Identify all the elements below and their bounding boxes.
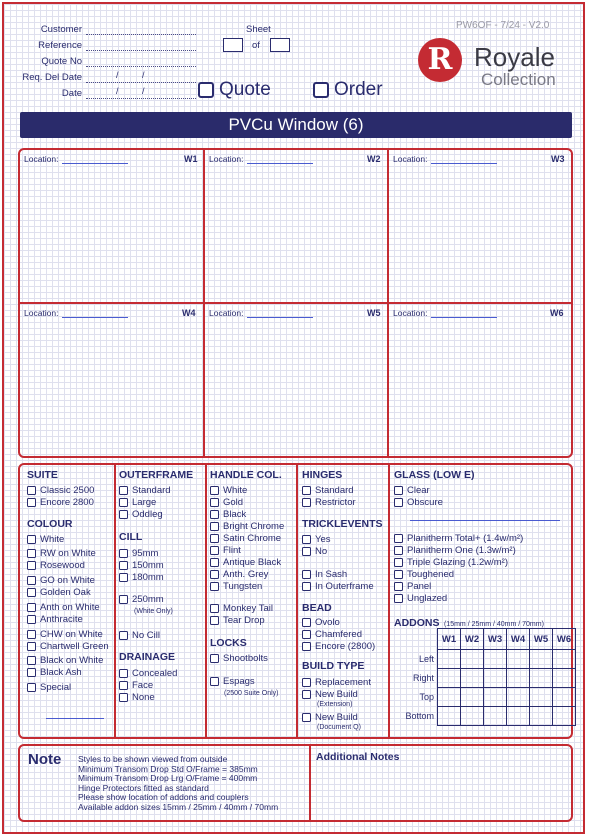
option-label: In Outerframe <box>315 581 374 592</box>
glass-other-field[interactable] <box>410 520 560 521</box>
option-label: Monkey Tail <box>223 603 273 614</box>
build-type-option[interactable] <box>302 677 371 688</box>
checkbox[interactable] <box>119 549 128 558</box>
window-tag-w2: W2 <box>367 154 381 164</box>
option-label: Classic 2500 <box>40 485 95 496</box>
option-label: No <box>315 546 328 557</box>
tricklevents-option[interactable] <box>302 546 327 557</box>
build-type-option[interactable] <box>302 689 358 700</box>
addons-cell[interactable] <box>484 650 507 669</box>
glass-option[interactable] <box>394 581 431 592</box>
addons-cell[interactable] <box>438 688 461 707</box>
option-label: White <box>40 534 65 545</box>
option-label: Chartwell Green <box>40 641 109 652</box>
addons-cell[interactable] <box>484 669 507 688</box>
window-tag-w1: W1 <box>184 154 198 164</box>
glass-option[interactable] <box>394 497 443 508</box>
location-field-w4[interactable] <box>24 308 128 318</box>
drainage-option[interactable] <box>119 668 177 679</box>
build-type-heading: BUILD TYPE <box>302 660 365 672</box>
form-title: PVCu Window (6) <box>20 112 572 138</box>
build-type-note: (Extension) <box>317 701 353 708</box>
addons-table <box>392 628 576 726</box>
date-sep: / <box>142 86 145 96</box>
handle-option[interactable] <box>210 581 262 592</box>
glass-option[interactable] <box>394 533 523 544</box>
option-label: Replacement <box>315 677 371 688</box>
checkbox[interactable] <box>210 510 219 519</box>
outerframe-option[interactable] <box>119 485 171 496</box>
checkbox[interactable] <box>27 535 36 544</box>
location-label: Location: <box>209 308 244 318</box>
special-colour-field[interactable] <box>46 718 104 719</box>
location-field-w2[interactable] <box>209 154 313 164</box>
addons-cell[interactable] <box>530 688 553 707</box>
handle-option[interactable] <box>210 497 243 508</box>
espags-note: (2500 Suite Only) <box>224 690 279 697</box>
option-label: Planitherm One (1.3w/m²) <box>407 545 516 556</box>
option-label: Large <box>132 497 157 508</box>
handle-option[interactable] <box>210 485 247 496</box>
addons-cell[interactable] <box>461 650 484 669</box>
brand-name: Royale <box>474 42 555 72</box>
checkbox[interactable] <box>394 570 403 579</box>
addons-heading: ADDONS <box>394 617 440 629</box>
addons-col-header: W3 <box>484 629 507 650</box>
note-lines <box>78 755 278 813</box>
cill-note: (White Only) <box>134 608 173 615</box>
checkbox[interactable] <box>302 690 311 699</box>
option-label: Yes <box>315 534 331 545</box>
checkbox[interactable] <box>210 654 219 663</box>
handle-option[interactable] <box>210 509 246 520</box>
checkbox[interactable] <box>302 547 311 556</box>
logo-letter: R <box>427 42 453 77</box>
checkbox[interactable] <box>394 546 403 555</box>
checkbox[interactable] <box>210 604 219 613</box>
checkbox[interactable] <box>27 576 36 585</box>
checkbox[interactable] <box>27 486 36 495</box>
req-del-date-label: Req. Del Date <box>22 72 82 83</box>
addons-cell[interactable] <box>530 707 553 726</box>
option-label: Encore 2800 <box>40 497 94 508</box>
customer-field[interactable] <box>86 24 196 35</box>
checkbox[interactable] <box>210 498 219 507</box>
checkbox[interactable] <box>302 618 311 627</box>
location-field-w3[interactable] <box>393 154 497 164</box>
addons-cell[interactable] <box>438 669 461 688</box>
addons-row-label: Left <box>392 650 438 669</box>
location-field-w6[interactable] <box>393 308 497 318</box>
addons-cell[interactable] <box>553 707 576 726</box>
checkbox[interactable] <box>394 486 403 495</box>
glass-option[interactable] <box>394 485 430 496</box>
option-label: Unglazed <box>407 593 448 604</box>
divider <box>309 746 311 820</box>
tricklevents-heading: TRICKLEVENTS <box>302 518 383 530</box>
handle-option[interactable] <box>210 557 281 568</box>
option-label: Encore (2800) <box>315 641 376 652</box>
locks-option[interactable] <box>210 676 255 687</box>
checkbox[interactable] <box>27 683 36 692</box>
quote-label: Quote <box>219 79 271 100</box>
addons-cell[interactable] <box>553 688 576 707</box>
table-row <box>392 669 576 688</box>
checkbox[interactable] <box>394 594 403 603</box>
suite-option[interactable] <box>27 497 94 508</box>
sheet-label: Sheet <box>246 24 271 35</box>
hinges-heading: HINGES <box>302 469 343 481</box>
addons-col-header: W2 <box>461 629 484 650</box>
option-label: RW on White <box>40 548 96 559</box>
handle-option[interactable] <box>210 569 268 580</box>
checkbox[interactable] <box>302 570 311 579</box>
addons-row-label: Right <box>392 669 438 688</box>
cill-option[interactable] <box>119 630 160 641</box>
checkbox[interactable] <box>119 595 128 604</box>
checkbox[interactable] <box>394 582 403 591</box>
option-label: New Build <box>315 712 358 723</box>
date-sep: / <box>142 70 145 80</box>
date-sep: / <box>116 70 119 80</box>
hinges-option[interactable] <box>302 485 354 496</box>
checkbox[interactable] <box>27 668 36 677</box>
checkbox[interactable] <box>119 693 128 702</box>
divider <box>20 302 571 304</box>
tricklevents-option[interactable] <box>302 581 374 592</box>
addons-col-header: W1 <box>438 629 461 650</box>
additional-notes-field[interactable] <box>312 766 570 818</box>
checkbox[interactable] <box>210 616 219 625</box>
option-label: Antique Black <box>223 557 282 568</box>
suite-heading: SUITE <box>27 469 58 481</box>
table-row <box>392 707 576 726</box>
addons-cell[interactable] <box>507 669 530 688</box>
option-label: 95mm <box>132 548 159 559</box>
checkbox[interactable] <box>119 631 128 640</box>
checkbox[interactable] <box>210 486 219 495</box>
option-label: Anthracite <box>40 614 83 625</box>
location-field-w5[interactable] <box>209 308 313 318</box>
addons-cell[interactable] <box>438 707 461 726</box>
divider <box>388 465 390 737</box>
checkbox[interactable] <box>210 570 219 579</box>
quote-no-label: Quote No <box>41 56 82 67</box>
date-label: Date <box>61 88 82 99</box>
option-label: Espags <box>223 676 255 687</box>
window-tag-w4: W4 <box>182 308 196 318</box>
option-label: Planitherm Total+ (1.4w/m²) <box>407 533 524 544</box>
customer-label: Customer <box>40 24 82 35</box>
glass-heading: GLASS (LOW E) <box>394 469 475 481</box>
addons-cell[interactable] <box>461 688 484 707</box>
checkbox[interactable] <box>119 486 128 495</box>
colour-option[interactable] <box>27 602 100 613</box>
handle-option[interactable] <box>210 603 273 614</box>
divider <box>296 465 298 737</box>
brand-logo-icon <box>418 38 462 82</box>
checkbox[interactable] <box>302 486 311 495</box>
cill-option[interactable] <box>119 560 164 571</box>
locks-option[interactable] <box>210 653 268 664</box>
option-label: Chamfered <box>315 629 362 640</box>
option-label: Standard <box>315 485 354 496</box>
additional-notes-heading: Additional Notes <box>316 751 400 763</box>
colour-option[interactable] <box>27 548 96 559</box>
brand-subtitle: Collection <box>481 70 556 89</box>
option-label: Obscure <box>407 497 443 508</box>
order-label: Order <box>334 79 383 100</box>
date-field[interactable] <box>86 88 196 99</box>
cill-option[interactable] <box>119 548 158 559</box>
glass-option[interactable] <box>394 593 447 604</box>
checkbox[interactable] <box>210 546 219 555</box>
checkbox[interactable] <box>394 534 403 543</box>
option-label: CHW on White <box>40 629 103 640</box>
order-checkbox[interactable] <box>313 82 329 98</box>
colour-option[interactable] <box>27 641 109 652</box>
colour-option[interactable] <box>27 534 64 545</box>
handle-colour-heading: HANDLE COL. <box>210 469 282 481</box>
req-del-date-field[interactable] <box>86 72 196 83</box>
checkbox[interactable] <box>302 713 311 722</box>
reference-field[interactable] <box>86 40 196 51</box>
checkbox[interactable] <box>210 522 219 531</box>
checkbox[interactable] <box>302 630 311 639</box>
option-label: Triple Glazing (1.2w/m²) <box>407 557 509 568</box>
option-label: Satin Chrome <box>223 533 282 544</box>
option-label: Gold <box>223 497 244 508</box>
handle-option[interactable] <box>210 545 241 556</box>
outerframe-option[interactable] <box>119 509 163 520</box>
hinges-option[interactable] <box>302 497 356 508</box>
option-label: 180mm <box>132 572 164 583</box>
option-label: None <box>132 692 155 703</box>
option-label: Panel <box>407 581 432 592</box>
checkbox[interactable] <box>119 669 128 678</box>
location-field-w1[interactable] <box>24 154 128 164</box>
checkbox[interactable] <box>27 561 36 570</box>
note-line: Hinge Protectors fitted as standard <box>78 782 209 793</box>
option-label: Special <box>40 682 72 693</box>
note-line: Minimum Transom Drop Lrg O/Frame = 400mm <box>78 773 258 784</box>
colour-option[interactable] <box>27 682 71 693</box>
tricklevents-option[interactable] <box>302 534 331 545</box>
option-label: Black on White <box>40 655 104 666</box>
suite-option[interactable] <box>27 485 94 496</box>
checkbox[interactable] <box>210 582 219 591</box>
bead-option[interactable] <box>302 629 362 640</box>
checkbox[interactable] <box>302 535 311 544</box>
addons-row-label: Bottom <box>392 707 438 726</box>
addons-cell[interactable] <box>553 650 576 669</box>
checkbox[interactable] <box>210 534 219 543</box>
outerframe-heading: OUTERFRAME <box>119 469 194 481</box>
addons-col-header: W5 <box>530 629 553 650</box>
note-heading: Note <box>28 751 62 768</box>
note-line: Available addon sizes 15mm / 25mm / 40mm / 70mm <box>78 801 279 812</box>
option-label: Concealed <box>132 668 178 679</box>
addons-cell[interactable] <box>461 669 484 688</box>
checkbox[interactable] <box>119 573 128 582</box>
addons-cell[interactable] <box>530 669 553 688</box>
option-label: Oddleg <box>132 509 163 520</box>
locks-heading: LOCKS <box>210 637 247 649</box>
date-sep: / <box>116 86 119 96</box>
build-type-option[interactable] <box>302 712 358 723</box>
note-line: Minimum Transom Drop Std O/Frame = 385mm <box>78 763 258 774</box>
bead-option[interactable] <box>302 641 375 652</box>
note-line: Styles to be shown viewed from outside <box>78 754 228 764</box>
option-label: Anth on White <box>40 602 100 613</box>
colour-option[interactable] <box>27 614 83 625</box>
window-tag-w6: W6 <box>550 308 564 318</box>
option-label: Black Ash <box>40 667 82 678</box>
addons-cell[interactable] <box>507 688 530 707</box>
option-label: Tungsten <box>223 581 263 592</box>
reference-label: Reference <box>38 40 82 51</box>
addons-cell[interactable] <box>484 707 507 726</box>
handle-option[interactable] <box>210 533 281 544</box>
colour-option[interactable] <box>27 655 103 666</box>
option-label: White <box>223 485 248 496</box>
location-label: Location: <box>24 308 59 318</box>
location-label: Location: <box>209 154 244 164</box>
quote-checkbox[interactable] <box>198 82 214 98</box>
addons-cell[interactable] <box>438 650 461 669</box>
option-label: Tear Drop <box>223 615 265 626</box>
colour-option[interactable] <box>27 667 82 678</box>
addons-sizes: (15mm / 25mm / 40mm / 70mm) <box>443 621 544 628</box>
option-label: Restrictor <box>315 497 356 508</box>
table-row <box>392 650 576 669</box>
bead-option[interactable] <box>302 617 340 628</box>
checkbox[interactable] <box>119 498 128 507</box>
checkbox[interactable] <box>302 642 311 651</box>
sheet-of-label: of <box>252 40 260 51</box>
option-label: 250mm <box>132 594 164 605</box>
option-label: Shootbolts <box>223 653 268 664</box>
checkbox[interactable] <box>302 582 311 591</box>
addons-col-header: W6 <box>553 629 576 650</box>
outerframe-option[interactable] <box>119 497 156 508</box>
build-type-note: (Document Q) <box>317 724 361 731</box>
location-label: Location: <box>393 154 428 164</box>
divider <box>205 465 207 737</box>
addons-cell[interactable] <box>530 650 553 669</box>
location-label: Location: <box>393 308 428 318</box>
sheet-total-box[interactable] <box>270 38 290 52</box>
option-label: No Cill <box>132 630 160 641</box>
colour-option[interactable] <box>27 629 103 640</box>
checkbox[interactable] <box>302 678 311 687</box>
option-label: In Sash <box>315 569 348 580</box>
addons-cell[interactable] <box>484 688 507 707</box>
option-label: GO on White <box>40 575 95 586</box>
option-label: Toughened <box>407 569 455 580</box>
checkbox[interactable] <box>394 498 403 507</box>
addons-cell[interactable] <box>553 669 576 688</box>
option-label: Face <box>132 680 154 691</box>
divider <box>114 465 116 737</box>
cill-option[interactable] <box>119 572 164 583</box>
drainage-heading: DRAINAGE <box>119 651 176 663</box>
note-line: Please show location of addons and couplers <box>78 792 249 803</box>
glass-option[interactable] <box>394 569 454 580</box>
checkbox[interactable] <box>27 588 36 597</box>
checkbox[interactable] <box>27 603 36 612</box>
handle-option[interactable] <box>210 615 265 626</box>
checkbox[interactable] <box>119 510 128 519</box>
order-form <box>2 2 585 834</box>
checkbox[interactable] <box>27 630 36 639</box>
glass-option[interactable] <box>394 557 508 568</box>
colour-option[interactable] <box>27 560 85 571</box>
quote-no-field[interactable] <box>86 56 196 67</box>
checkbox[interactable] <box>27 549 36 558</box>
option-label: 150mm <box>132 560 164 571</box>
checkbox[interactable] <box>119 681 128 690</box>
addons-col-header: W4 <box>507 629 530 650</box>
checkbox[interactable] <box>27 615 36 624</box>
addons-cell[interactable] <box>461 707 484 726</box>
window-tag-w5: W5 <box>367 308 381 318</box>
location-label: Location: <box>24 154 59 164</box>
handle-option[interactable] <box>210 521 284 532</box>
option-label: Ovolo <box>315 617 340 628</box>
checkbox[interactable] <box>394 558 403 567</box>
option-label: Standard <box>132 485 171 496</box>
checkbox[interactable] <box>27 656 36 665</box>
addons-row-label: Top <box>392 688 438 707</box>
addons-cell[interactable] <box>507 707 530 726</box>
checkbox[interactable] <box>27 498 36 507</box>
option-label: Bright Chrome <box>223 521 285 532</box>
glass-option[interactable] <box>394 545 516 556</box>
colour-heading: COLOUR <box>27 518 73 530</box>
cill-option[interactable] <box>119 594 164 605</box>
option-label: Black <box>223 509 247 520</box>
colour-option[interactable] <box>27 575 95 586</box>
checkbox[interactable] <box>210 677 219 686</box>
drainage-option[interactable] <box>119 680 153 691</box>
option-label: Flint <box>223 545 241 556</box>
bead-heading: BEAD <box>302 602 332 614</box>
option-label: Clear <box>407 485 430 496</box>
checkbox[interactable] <box>302 498 311 507</box>
option-label: Golden Oak <box>40 587 91 598</box>
option-label: Anth. Grey <box>223 569 269 580</box>
colour-option[interactable] <box>27 587 91 598</box>
checkbox[interactable] <box>119 561 128 570</box>
option-label: Rosewood <box>40 560 85 571</box>
option-label: New Build <box>315 689 358 700</box>
table-row <box>392 688 576 707</box>
window-tag-w3: W3 <box>551 154 565 164</box>
drainage-option[interactable] <box>119 692 155 703</box>
cill-heading: CILL <box>119 531 143 543</box>
checkbox[interactable] <box>27 642 36 651</box>
tricklevents-option[interactable] <box>302 569 347 580</box>
form-code: PW6OF - 7/24 - V2.0 <box>456 20 550 31</box>
checkbox[interactable] <box>210 558 219 567</box>
addons-cell[interactable] <box>507 650 530 669</box>
sheet-number-box[interactable] <box>223 38 243 52</box>
